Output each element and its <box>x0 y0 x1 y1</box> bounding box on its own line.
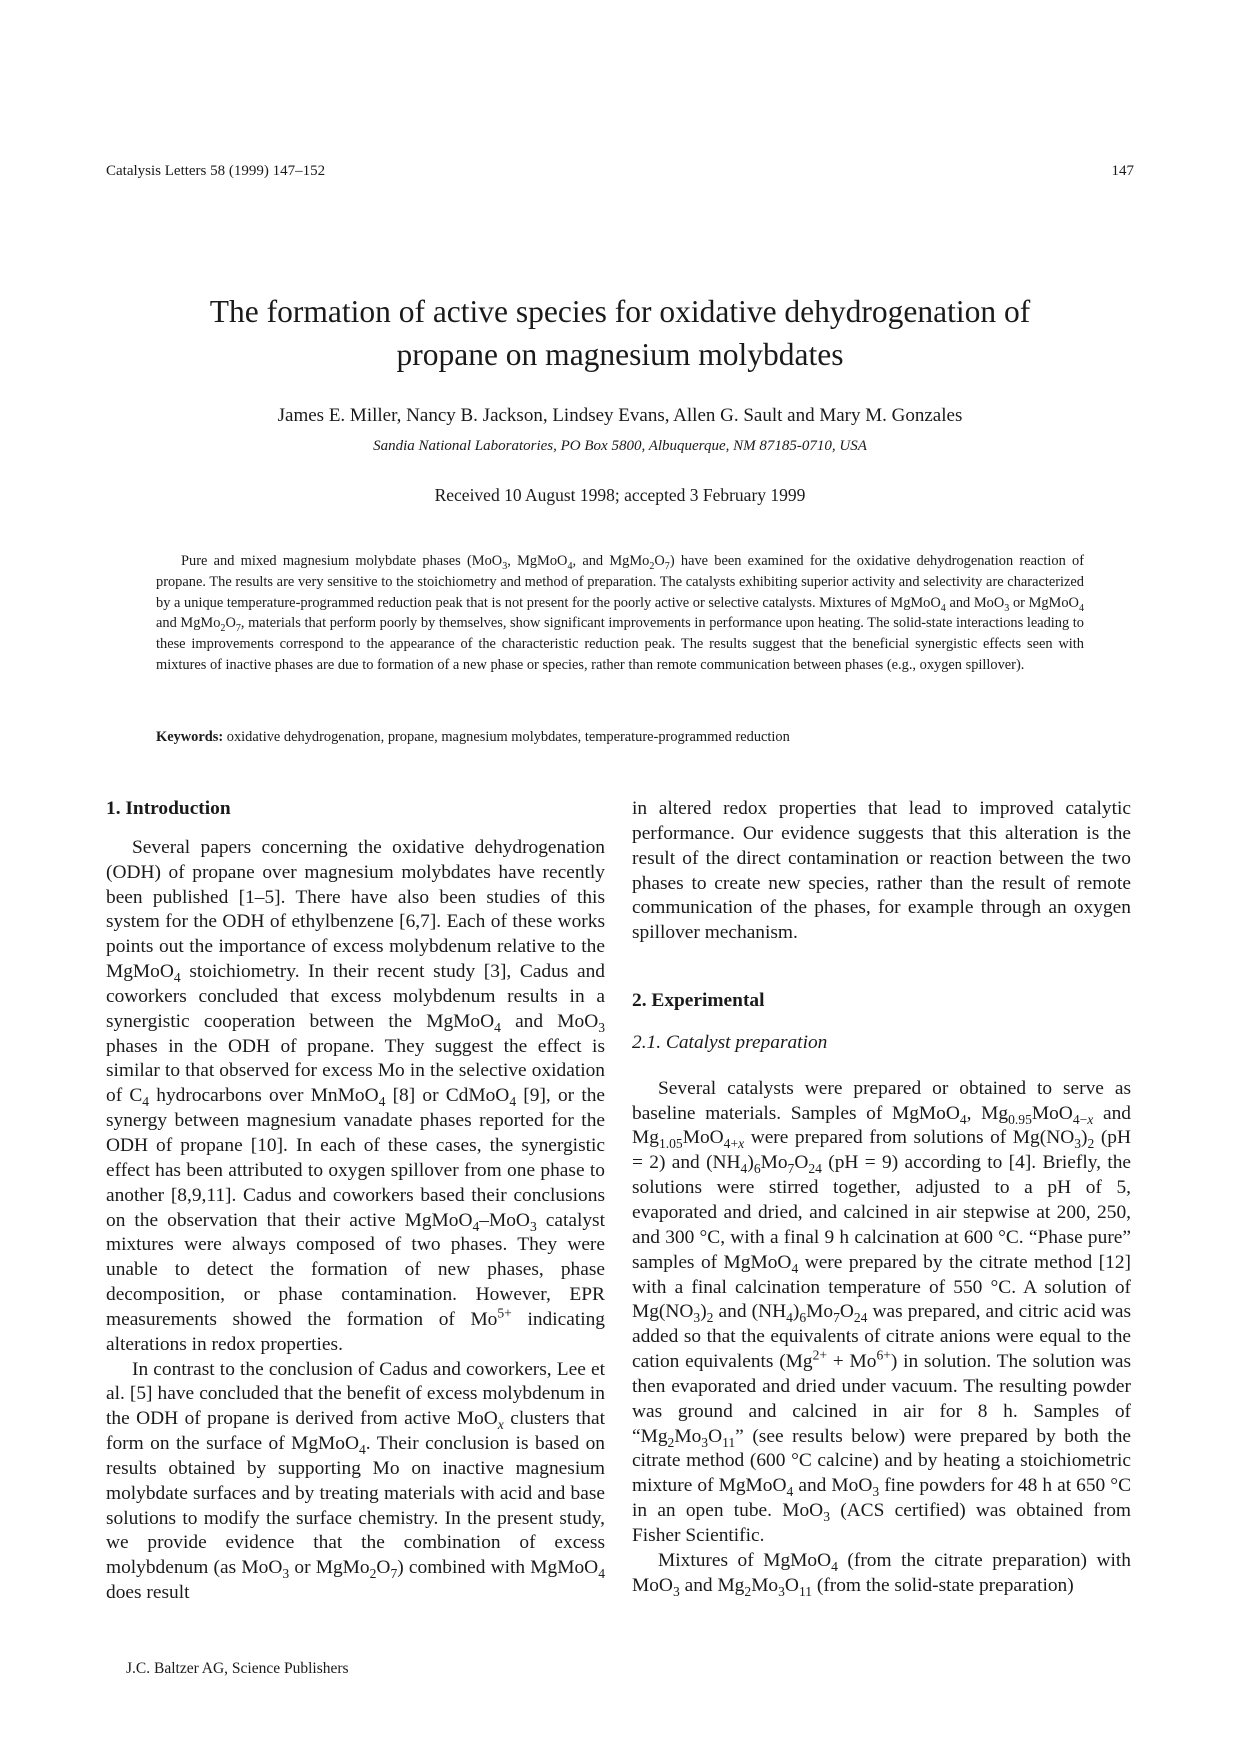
intro-paragraph-1: Several papers concerning the oxidative dehydrogenation (ODH) of propane over magnesium molybdates have recently been published [1–5]. There have also been studies of this system for the ODH of ethylbenzene [6,7]. Each of these works points out the importance of excess molybdenum relative to the MgMoO$_4$ stoichiometry. In their recent study [3], Cadus and coworkers concluded that excess molybdenum results in a synergistic cooperation between the MgMoO$_4$ and MoO$_3$ phases in the ODH of propane. They suggest the effect is similar to that observed for excess Mo in the selective oxidation of $C_4$ hydrocarbons over MnMoO$_4$ [8] or CdMoO$_4$ [9], or the synergy between magnesium vanadate phases reported for the ODH of propane [10]. In each of these cases, the synergistic effect has been attributed to oxygen spillover from one phase to another [8,9,11]. Cadus and coworkers based their conclusions on the observation that their active MgMoO$_4$–MoO$_3$ catalyst mixtures were always composed of two phases. They were unable to detect the formation of new phases, phase decomposition, or phase contamination. However, EPR measurements showed the formation of $Mo^{5+}$ indicating alterations in redox properties. <box>106 836 606 1355</box>
affiliation: Sandia National Laboratories, PO Box 5800, Albuquerque, NM 87185-0710, USA <box>373 438 867 454</box>
keywords <box>156 729 1084 746</box>
received-date: Received 10 August 1998; accepted 3 February 1999 <box>434 485 806 505</box>
title-line-2: propane on magnesium molybdates <box>396 337 844 372</box>
section-heading-experimental: 2. Experimental <box>632 990 765 1012</box>
subsection-heading-catalyst-preparation: 2.1. Catalyst preparation <box>632 1031 828 1053</box>
keywords-label: Keywords: <box>156 729 224 745</box>
publisher-footer: J.C. Baltzer AG, Science Publishers <box>126 1660 349 1677</box>
paper-title <box>106 290 1134 376</box>
section-heading-introduction: 1. Introduction <box>106 798 231 819</box>
experimental-paragraph-1: Several catalysts were prepared or obtained to serve as baseline materials. Samples of MgMoO$_4$, $Mg_{0.95}MoO_{4-x}$ and $Mg_{1.05}MoO_{4+x}$ were prepared from solutions of $Mg(NO_3)_2$ (pH = 2) and $(NH_4)_6Mo_7O_{24}$ (pH = 9) according to [4]. Briefly, the solutions were stirred together, adjusted to a pH of 5, evaporated and dried, and calcined in air stepwise at 200, 250, and 300 °C, with a final 9 h calcination at 600 °C. “Phase pure” samples of MgMoO$_4$ were prepared by the citrate method [12] with a final calcination temperature of 550 °C. A solution of $Mg(NO_3)_2$ and $(NH_4)_6Mo_7O_{24}$ was prepared, and citric acid was added so that the equivalents of citrate anions were equal to the cation equivalents $(Mg^{2+} + Mo^{6+})$ in solution. The solution was then evaporated and dried under vacuum. The resulting powder was ground and calcined in air for 8 h. Samples of “$Mg_2Mo_3O_{11}$” (see results below) were prepared by both the citrate method (600 °C calcine) and by heating a stoichiometric mixture of MgMoO$_4$ and MoO$_3$ fine powders for 48 h at 650 °C in an open tube. MoO$_3$ (ACS certified) was obtained from Fisher Scientific. <box>632 1077 1132 1546</box>
keywords-list: oxidative dehydrogenation, propane, magnesium molybdates, temperature-programmed reduction <box>226 729 790 745</box>
left-column <box>106 797 605 1606</box>
authors: James E. Miller, Nancy B. Jackson, Lindsey Evans, Allen G. Sault and Mary M. Gonzales <box>277 405 963 426</box>
abstract: Pure and mixed magnesium molybdate phases (MoO$_3$, MgMoO$_4$, and $MgMo_2O_7$) have been examined for the oxidative dehydrogenation reaction of propane. The results are very sensitive to the stoichiometry and method of preparation. The catalysts exhibiting superior activity and selectivity are characterized by a unique temperature-programmed reduction peak that is not present for the poorly active or selective catalysts. Mixtures of MgMoO$_4$ and MoO$_3$ or MgMoO$_4$ and $MgMo_2O_7$, materials that perform poorly by themselves, show significant improvements in performance upon heating. The solid-state interactions leading to these improvements correspond to the appearance of the characteristic reduction peak. The results suggest that the beneficial synergistic effects seen with mixtures of inactive phases are due to formation of a new phase or species, rather than remote communication between phases (e.g., oxygen spillover). <box>156 553 1084 673</box>
journal-header: Catalysis Letters 58 (1999) 147–152 <box>106 163 326 179</box>
intro-paragraph-2-continued: in altered redox properties that lead to improved catalytic performance. Our evidence suggests that this alteration is the result of the direct contamination or reaction between the two phases to create new species, rather than the result of remote communication of the phases, for example through an oxygen spillover mechanism. <box>632 798 1131 944</box>
experimental-paragraph-2: Mixtures of MgMoO$_4$ (from the citrate preparation) with MoO$_3$ and $Mg_2Mo_3O_{11}$ (from the solid-state preparation) <box>632 1549 1131 1599</box>
intro-paragraph-2: In contrast to the conclusion of Cadus and coworkers, Lee et al. [5] have concluded that the benefit of excess molybdenum in the ODH of propane is derived from active MoO$_x$ clusters that form on the surface of MgMoO$_4$. Their conclusion is based on results obtained by supporting Mo on inactive magnesium molybdate surfaces and by treating materials with acid and base solutions to modify the surface chemistry. In the present study, we provide evidence that the combination of excess molybdenum (as MoO$_3$ or $MgMo_2O_7$) combined with MgMoO$_4$ does result <box>106 1358 605 1604</box>
page-number: 147 <box>1111 163 1134 179</box>
title-line-1: The formation of active species for oxidative dehydrogenation of <box>209 294 1031 329</box>
right-column <box>632 797 1131 1598</box>
